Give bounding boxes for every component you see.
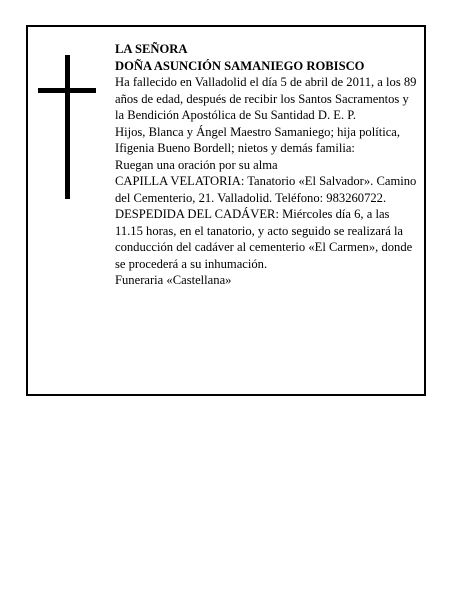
cross-vertical-bar (65, 55, 70, 199)
cross-horizontal-bar (38, 88, 96, 93)
notice-heading: LA SEÑORA (115, 42, 188, 56)
notice-text (115, 41, 419, 289)
death-announcement: Ha fallecido en Valladolid el día 5 de abril de 2011, a los 89 años de edad, después de recibir los Santos Sacramentos y la Bendición Apostólica de Su Santidad D. E. P. (115, 75, 417, 122)
prayer-request: Ruegan una oración por su alma (115, 157, 278, 172)
cross-icon (38, 55, 96, 199)
chapel-info: CAPILLA VELATORIA: Tanatorio «El Salvador». Camino del Cementerio, 21. Valladolid. Teléfono: 983260722. (115, 174, 417, 205)
farewell-info: DESPEDIDA DEL CADÁVER: Miércoles día 6, a las 11.15 horas, en el tanatorio, y acto seguido se realizará la conducción del cadáver al cementerio «El Carmen», donde se procederá a su inhumación. (115, 207, 413, 271)
funeral-home: Funeraria «Castellana» (115, 273, 232, 287)
family-list: Hijos, Blanca y Ángel Maestro Samaniego; hija política, Ifigenia Bueno Bordell; nietos y demás familia: (115, 124, 401, 155)
deceased-name: DOÑA ASUNCIÓN SAMANIEGO ROBISCO (115, 58, 365, 73)
obituary-notice (26, 25, 426, 396)
